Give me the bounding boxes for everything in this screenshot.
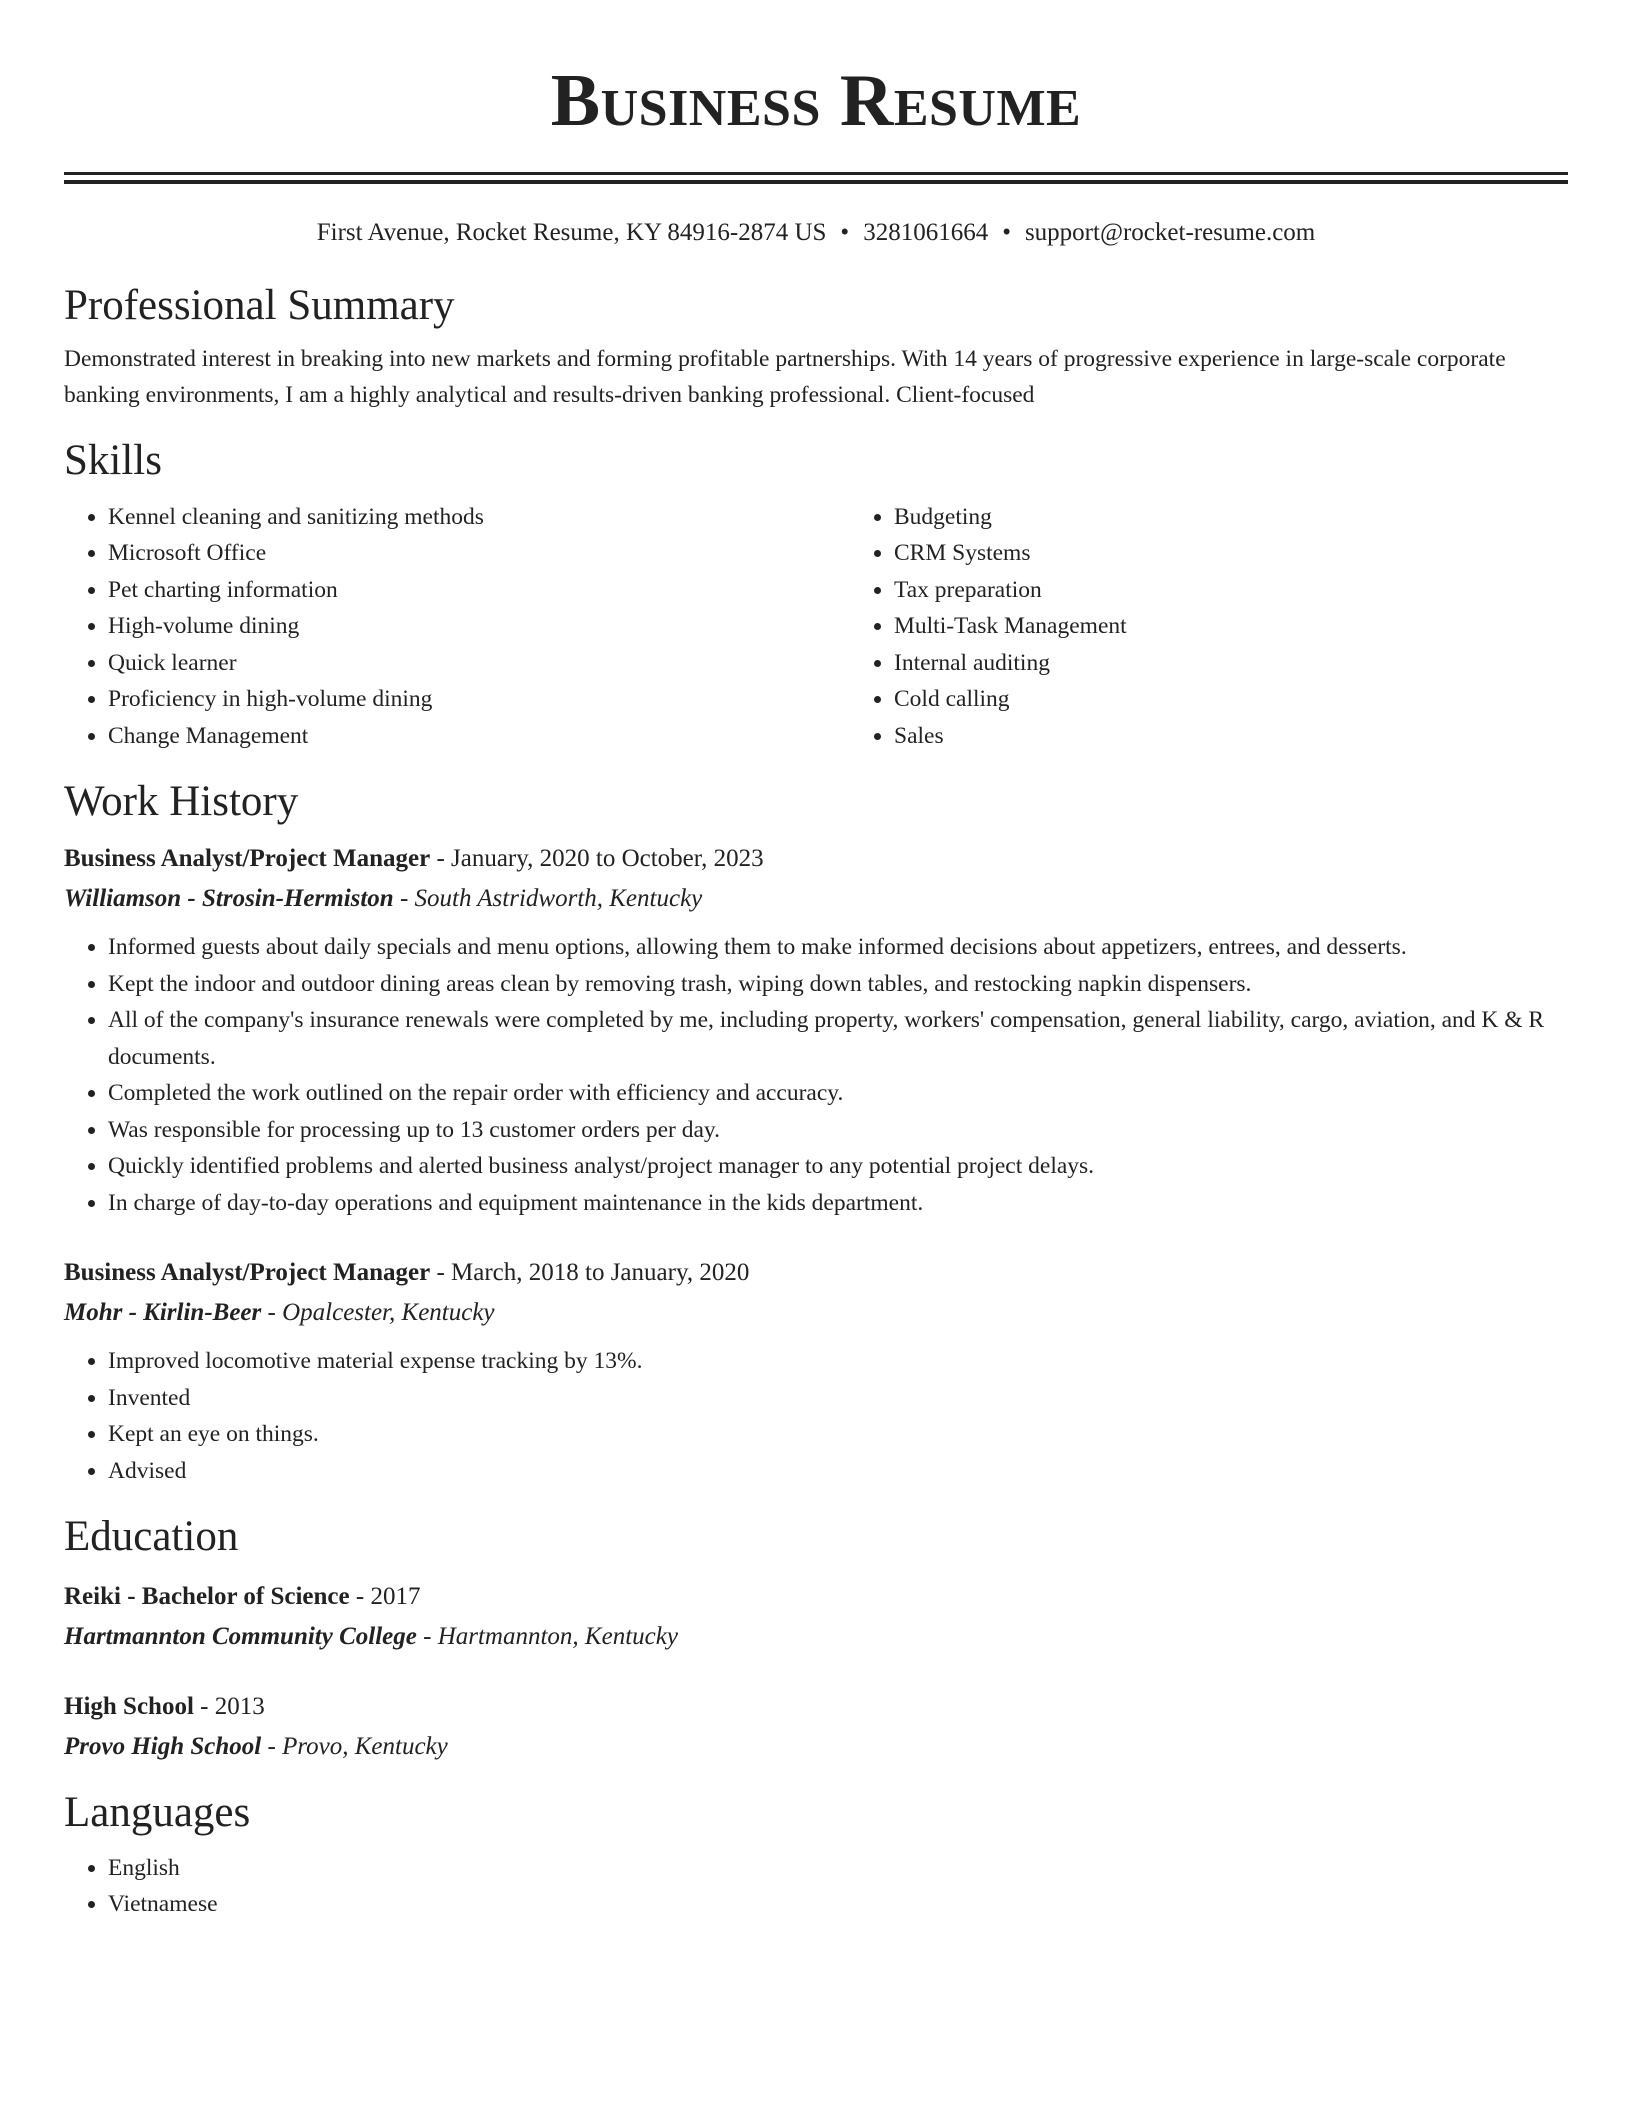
- job-bullet: • Invented: [108, 1380, 1568, 1417]
- job-bullets: [64, 929, 1568, 1221]
- job-header: Business Analyst/Project Manager - January, 2020 to October, 2023: [64, 845, 764, 873]
- skill-item: • Change Management: [108, 718, 850, 755]
- job-location: Opalcester, Kentucky: [282, 1299, 495, 1327]
- education-school-line: Hartmannton Community College - Hartmannton, Kentucky: [64, 1622, 678, 1650]
- job-company-line: Williamson - Strosin-Hermiston - South Astridworth, Kentucky: [64, 885, 703, 913]
- skill-item: • High-volume dining: [108, 608, 850, 645]
- education-degree: High School: [64, 1692, 194, 1720]
- skills-columns: [64, 499, 1568, 755]
- job-location: South Astridworth, Kentucky: [414, 885, 703, 913]
- title-divider: [64, 172, 1568, 184]
- job-bullet: • Completed the work outlined on the repair order with efficiency and accuracy.: [108, 1075, 1568, 1112]
- job-company: Mohr - Kirlin-Beer: [64, 1299, 262, 1327]
- skill-item: • Internal auditing: [894, 645, 1127, 682]
- job-bullet: • Improved locomotive material expense tracking by 13%.: [108, 1343, 1568, 1380]
- job-company: Williamson - Strosin-Hermiston: [64, 885, 394, 913]
- skill-item: • Proficiency in high-volume dining: [108, 681, 850, 718]
- education-heading: Education: [64, 1513, 239, 1561]
- education-school: Provo High School: [64, 1732, 262, 1760]
- contact-separator: •: [1002, 219, 1011, 246]
- skills-list-left: [64, 499, 850, 755]
- job-title: Business Analyst/Project Manager: [64, 845, 431, 873]
- skill-item: • Pet charting information: [108, 572, 850, 609]
- languages-heading: Languages: [64, 1788, 251, 1836]
- language-item: • English: [108, 1850, 1568, 1887]
- education-degree: Reiki - Bachelor of Science: [64, 1582, 350, 1610]
- skill-item: • Multi-Task Management: [894, 608, 1127, 645]
- summary-heading: Professional Summary: [64, 282, 455, 329]
- job-bullet: • Kept an eye on things.: [108, 1416, 1568, 1453]
- education-location: Provo, Kentucky: [282, 1732, 448, 1760]
- skill-item: • Microsoft Office: [108, 535, 850, 572]
- skills-list-right: [850, 499, 1127, 755]
- job-bullet: • Kept the indoor and outdoor dining areas clean by removing trash, wiping down tables, and restocking napkin dispensers.: [108, 966, 1568, 1003]
- job-bullet: • Was responsible for processing up to 13 customer orders per day.: [108, 1112, 1568, 1149]
- language-item: • Vietnamese: [108, 1886, 1568, 1923]
- education-entry: [64, 1577, 1568, 1657]
- contact-email: support@rocket-resume.com: [1024, 219, 1316, 246]
- languages-list: [64, 1850, 1568, 1923]
- education-location: Hartmannton, Kentucky: [437, 1622, 678, 1650]
- skill-item: • Cold calling: [894, 681, 1127, 718]
- job-title: Business Analyst/Project Manager: [64, 1259, 431, 1287]
- skill-item: • Kennel cleaning and sanitizing methods: [108, 499, 850, 536]
- skill-item: • Sales: [894, 718, 1127, 755]
- job-dates: January, 2020 to October, 2023: [451, 845, 764, 873]
- skill-item: • Tax preparation: [894, 572, 1127, 609]
- job-bullet: • In charge of day-to-day operations and equipment maintenance in the kids department.: [108, 1185, 1568, 1222]
- summary-text: Demonstrated interest in breaking into new markets and forming profitable partnerships. With 14 years of progressive experience in large-scale corporate banking environments, I am a highly analytical and results-driven banking professional. Client-focused: [64, 346, 1506, 409]
- job-bullets: [64, 1343, 1568, 1489]
- education-school: Hartmannton Community College: [64, 1622, 417, 1650]
- job-company-line: Mohr - Kirlin-Beer - Opalcester, Kentucky: [64, 1299, 495, 1327]
- skills-heading: Skills: [64, 437, 162, 485]
- skill-item: • CRM Systems: [894, 535, 1127, 572]
- job-header: Business Analyst/Project Manager - March, 2018 to January, 2020: [64, 1259, 750, 1287]
- job-dates: March, 2018 to January, 2020: [451, 1259, 750, 1287]
- education-year: 2017: [370, 1582, 421, 1610]
- skill-item: • Quick learner: [108, 645, 850, 682]
- contact-line: [64, 218, 1568, 248]
- education-school-line: Provo High School - Provo, Kentucky: [64, 1732, 448, 1760]
- job-entry: [64, 839, 1568, 1221]
- job-bullet: • Advised: [108, 1453, 1568, 1490]
- education-degree-line: Reiki - Bachelor of Science - 2017: [64, 1582, 421, 1610]
- work-heading: Work History: [64, 778, 299, 826]
- contact-phone: 3281061664: [863, 219, 989, 246]
- resume-title: Business Resume: [550, 60, 1082, 142]
- job-bullet: • Informed guests about daily specials and menu options, allowing them to make informed decisions about appetizers, entrees, and desserts.: [108, 929, 1568, 966]
- education-year: 2013: [214, 1692, 265, 1720]
- education-entry: [64, 1687, 1568, 1767]
- job-bullet: • Quickly identified problems and alerted business analyst/project manager to any potential project delays.: [108, 1148, 1568, 1185]
- skill-item: • Budgeting: [894, 499, 1127, 536]
- education-degree-line: High School - 2013: [64, 1692, 265, 1720]
- contact-address: First Avenue, Rocket Resume, KY 84916-2874 US: [316, 219, 827, 246]
- job-entry: [64, 1253, 1568, 1489]
- contact-separator: •: [840, 219, 850, 246]
- job-bullet: • All of the company's insurance renewals were completed by me, including property, workers' compensation, general liability, cargo, aviation, and K & R documents.: [108, 1002, 1568, 1075]
